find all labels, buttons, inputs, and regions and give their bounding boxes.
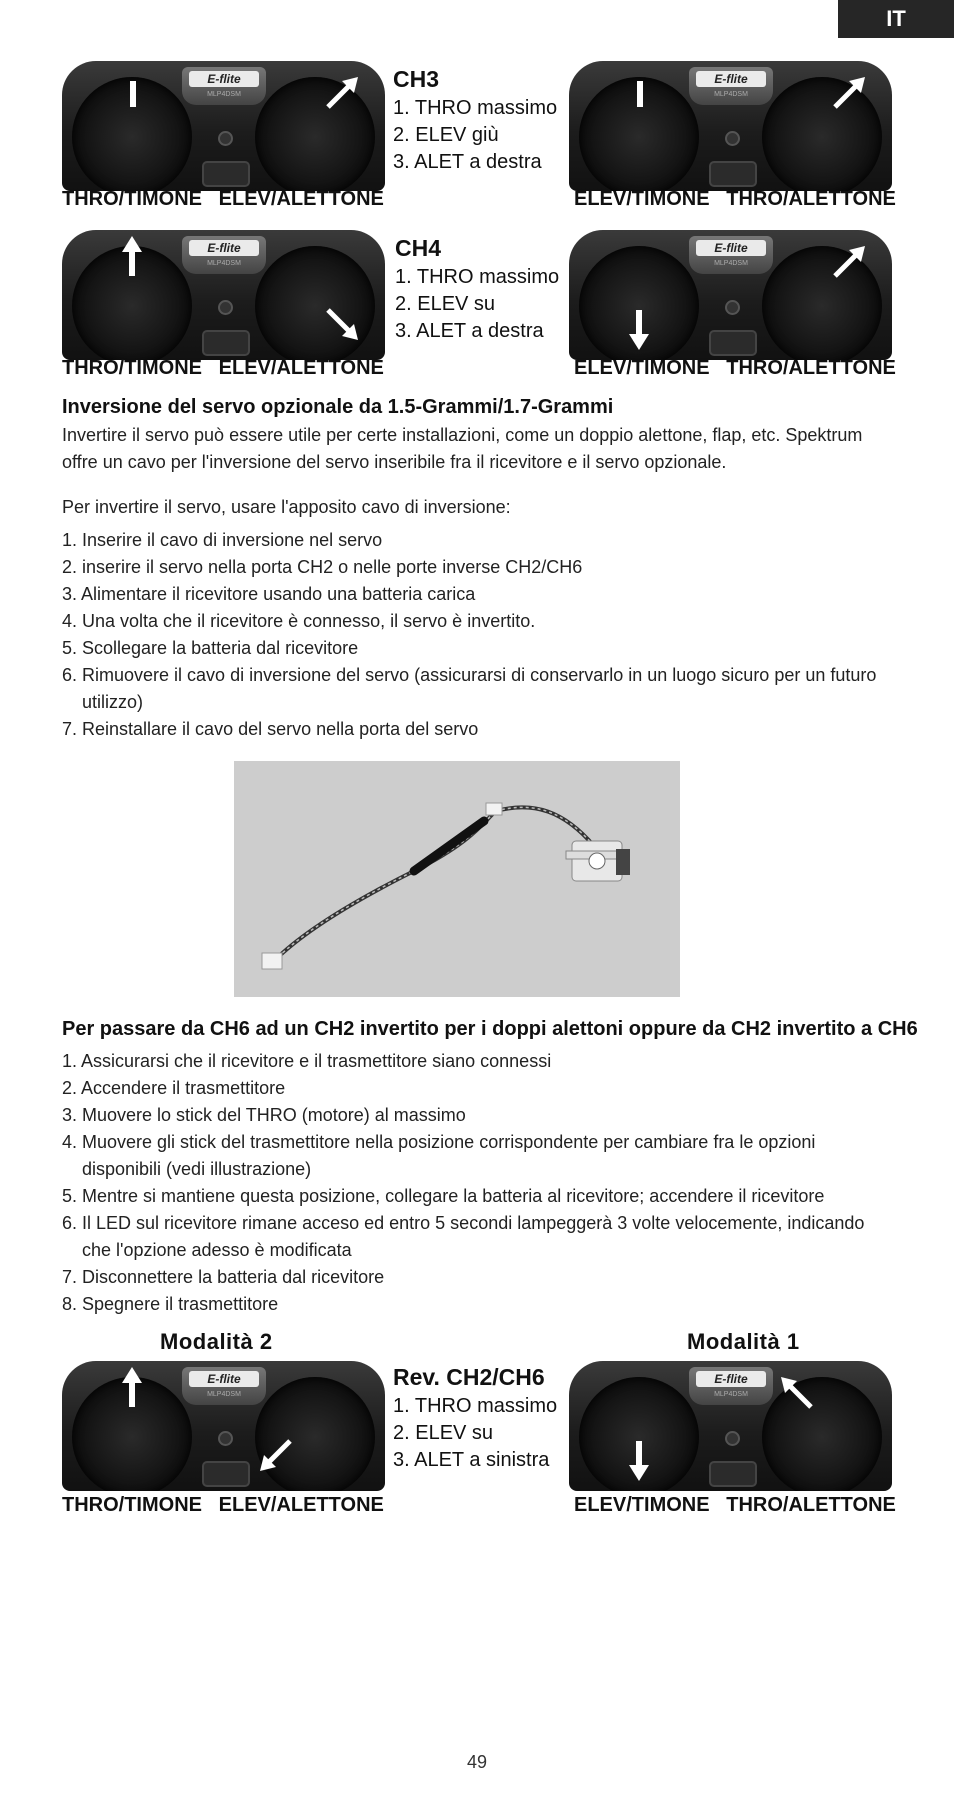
right-stick-arrow-up-left-icon bbox=[779, 1375, 815, 1411]
left-stick-arrow-down-icon bbox=[627, 310, 651, 350]
power-led bbox=[218, 300, 233, 315]
power-switch bbox=[709, 1461, 757, 1487]
rev-line-3: 3. ALET a sinistra bbox=[393, 1449, 550, 1471]
power-led bbox=[725, 300, 740, 315]
right-stick-arrow-up-right-icon bbox=[831, 244, 867, 280]
left-stick-line-indicator bbox=[635, 81, 645, 107]
ch3-line-2: 2. ELEV giù bbox=[393, 124, 499, 146]
right-stick-arrow-down-right-icon bbox=[324, 306, 360, 342]
ch4-line-2: 2. ELEV su bbox=[395, 293, 496, 315]
power-led bbox=[218, 1431, 233, 1446]
switch-section-title: Per passare da CH6 ad un CH2 invertito per i doppi alettoni oppure da CH2 invertito a CH6 bbox=[62, 1018, 918, 1040]
power-switch bbox=[202, 161, 250, 187]
model-label: MLP4DSM bbox=[714, 91, 748, 98]
eflite-logo: E-flite bbox=[189, 71, 259, 87]
right-stick-arrow-down-left-icon bbox=[258, 1437, 294, 1473]
left-stick-arrow-down-icon bbox=[627, 1441, 651, 1481]
power-switch bbox=[202, 330, 250, 356]
left-stick-arrow-up-icon bbox=[120, 236, 144, 276]
transmitter-rev-mode1 bbox=[569, 1361, 892, 1491]
power-switch bbox=[709, 161, 757, 187]
power-led bbox=[218, 131, 233, 146]
model-label: MLP4DSM bbox=[207, 91, 241, 98]
servo-section-intro: Invertire il servo può essere utile per certe installazioni, come un doppio alettone, flap, etc. Spektrum offre un cavo per l'inversione del servo inseribile fra il ricevitore e il servo opzionale. bbox=[62, 425, 863, 472]
right-stick-gimbal bbox=[255, 246, 375, 360]
eflite-logo: E-flite bbox=[189, 240, 259, 256]
power-led bbox=[725, 1431, 740, 1446]
transmitter-ch4-mode1 bbox=[569, 230, 892, 360]
transmitter-ch4-mode2 bbox=[62, 230, 385, 360]
power-led bbox=[725, 131, 740, 146]
eflite-logo: E-flite bbox=[696, 240, 766, 256]
ch4-label bbox=[395, 235, 575, 345]
power-switch bbox=[709, 330, 757, 356]
power-switch bbox=[202, 1461, 250, 1487]
rev-right-caption: ELEV/TIMONE THRO/ALETTONE bbox=[574, 1494, 896, 1516]
eflite-logo: E-flite bbox=[696, 1371, 766, 1387]
list-item: 1. Inserire il cavo di inversione nel servo bbox=[62, 530, 383, 550]
left-stick-line-indicator bbox=[128, 81, 138, 107]
rev-line-1: 1. THRO massimo bbox=[393, 1395, 558, 1417]
mode2-label: Modalità 2 bbox=[160, 1329, 273, 1354]
switch-steps-list bbox=[62, 1048, 892, 1318]
right-stick-arrow-up-right-icon bbox=[324, 75, 360, 111]
list-item: 6. Il LED sul ricevitore rimane acceso ed entro 5 secondi lampeggerà 3 volte velocemente, indicando che l'opzione adesso è modificata bbox=[62, 1213, 865, 1260]
right-stick-gimbal bbox=[255, 1377, 375, 1491]
list-item: 5. Scollegare la batteria dal ricevitore bbox=[62, 638, 359, 658]
rev-label bbox=[393, 1364, 573, 1474]
list-item: 5. Mentre si mantiene questa posizione, collegare la batteria al ricevitore; accendere il ricevitore bbox=[62, 1186, 825, 1206]
transmitter-ch3-mode1 bbox=[569, 61, 892, 191]
rev-line-2: 2. ELEV su bbox=[393, 1422, 494, 1444]
list-item: 2. inserire il servo nella porta CH2 o nelle porte inverse CH2/CH6 bbox=[62, 557, 583, 577]
rev-title: Rev. CH2/CH6 bbox=[393, 1364, 545, 1390]
list-item: 1. Assicurarsi che il ricevitore e il trasmettitore siano connessi bbox=[62, 1051, 552, 1071]
list-item: 7. Reinstallare il cavo del servo nella porta del servo bbox=[62, 719, 479, 739]
servo-steps-list bbox=[62, 527, 892, 743]
list-item: 8. Spegnere il trasmettitore bbox=[62, 1294, 279, 1314]
servo-reverse-cable-photo bbox=[234, 761, 680, 997]
ch4-title: CH4 bbox=[395, 235, 442, 261]
list-item: 6. Rimuovere il cavo di inversione del servo (assicurarsi di conservarlo in un luogo sicuro per un futuro utilizzo) bbox=[62, 665, 877, 712]
rev-left-caption: THRO/TIMONE ELEV/ALETTONE bbox=[62, 1494, 384, 1516]
list-item: 7. Disconnettere la batteria dal ricevitore bbox=[62, 1267, 385, 1287]
ch3-title: CH3 bbox=[393, 66, 440, 92]
transmitter-ch3-mode2 bbox=[62, 61, 385, 191]
model-label: MLP4DSM bbox=[714, 1391, 748, 1398]
ch4-left-caption: THRO/TIMONE ELEV/ALETTONE bbox=[62, 357, 384, 379]
ch3-left-caption: THRO/TIMONE ELEV/ALETTONE bbox=[62, 188, 384, 210]
eflite-logo: E-flite bbox=[696, 71, 766, 87]
ch3-label bbox=[393, 66, 573, 176]
list-item: 3. Alimentare il ricevitore usando una batteria carica bbox=[62, 584, 476, 604]
right-stick-arrow-up-right-icon bbox=[831, 75, 867, 111]
model-label: MLP4DSM bbox=[207, 1391, 241, 1398]
page-number: 49 bbox=[466, 1752, 488, 1772]
left-stick-arrow-up-icon bbox=[120, 1367, 144, 1407]
transmitter-rev-mode2 bbox=[62, 1361, 385, 1491]
ch3-line-1: 1. THRO massimo bbox=[393, 97, 558, 119]
list-item: 3. Muovere lo stick del THRO (motore) al massimo bbox=[62, 1105, 466, 1125]
model-label: MLP4DSM bbox=[207, 260, 241, 267]
model-label: MLP4DSM bbox=[714, 260, 748, 267]
list-item: 4. Una volta che il ricevitore è connesso, il servo è invertito. bbox=[62, 611, 536, 631]
servo-section-title: Inversione del servo opzionale da 1.5-Grammi/1.7-Grammi bbox=[62, 396, 614, 418]
ch4-line-3: 3. ALET a destra bbox=[395, 320, 544, 342]
ch3-right-caption: ELEV/TIMONE THRO/ALETTONE bbox=[574, 188, 896, 210]
list-item: 4. Muovere gli stick del trasmettitore nella posizione corrispondente per cambiare fra le opzioni disponibili (vedi illustrazione) bbox=[62, 1132, 816, 1179]
eflite-logo: E-flite bbox=[189, 1371, 259, 1387]
list-item: 2. Accendere il trasmettitore bbox=[62, 1078, 286, 1098]
ch4-line-1: 1. THRO massimo bbox=[395, 266, 560, 288]
ch3-line-3: 3. ALET a destra bbox=[393, 151, 542, 173]
servo-section-lead: Per invertire il servo, usare l'apposito cavo di inversione: bbox=[62, 497, 511, 517]
language-tab: IT bbox=[838, 0, 954, 38]
mode1-label: Modalità 1 bbox=[687, 1329, 800, 1354]
ch4-right-caption: ELEV/TIMONE THRO/ALETTONE bbox=[574, 357, 896, 379]
